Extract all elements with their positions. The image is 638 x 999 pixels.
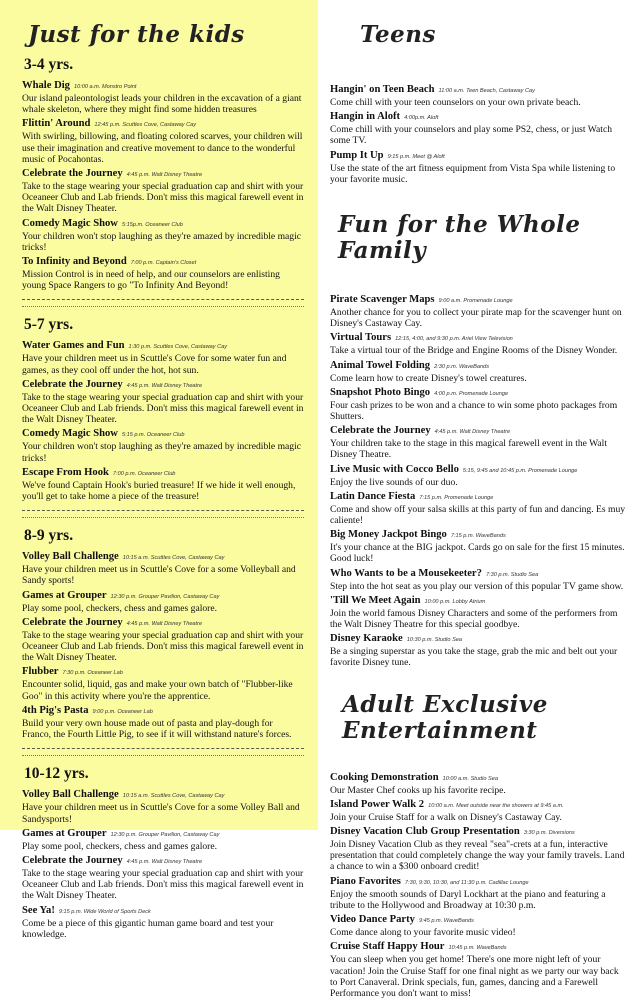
event-item: [330, 294, 628, 329]
event-time-location: 7:30, 9:30, 10:30, and 11:30 p.m. Cadillac Lounge: [404, 879, 529, 886]
event-time-location: 2:30 p.m. WaveBands: [434, 363, 490, 370]
event-title: Hangin' on Teen Beach: [330, 84, 435, 95]
event-title: To Infinity and Beyond: [22, 256, 127, 268]
event-time-location: 12:30 p.m. Grouper Pavilion, Castaway Cay: [110, 831, 220, 838]
event-title: Water Games and Fun: [22, 340, 125, 352]
event-title: Flittin' Around: [22, 118, 91, 130]
event-time-location: 7:30 p.m. Oceaneer Lab: [62, 670, 123, 677]
event-time-location: 7:15 p.m. Promenade Lounge: [419, 494, 494, 501]
adult-section-title: Adult Exclusive Entertainment: [342, 690, 548, 744]
event-item: [22, 340, 304, 375]
event-description: Come dance along to your favorite music video!: [330, 927, 516, 939]
event-description: It's your chance at the BIG jackpot. Cards go on sale for the first 15 minutes. Good luck!: [330, 542, 625, 565]
event-time-location: 10:00 a.m. Meet outside near the showers at 9:45 a.m.: [428, 802, 564, 809]
event-title: Celebrate the Journey: [22, 378, 123, 390]
divider: [22, 510, 304, 518]
event-description: Come and show off your salsa skills at this party of fun and dancing. Es muy caliente!: [330, 503, 626, 527]
event-title: See Ya!: [22, 904, 55, 916]
event-description: Enjoy the live sounds of our duo.: [330, 476, 458, 488]
event-title: Comedy Magic Show: [22, 217, 118, 229]
event-description: Build your very own house made out of pasta and play-dough for Franco, the Fourth Little Pig, to see if it will withstand nature's forces.: [22, 717, 292, 741]
event-time-location: 12:30 p.m. Grouper Pavilion, Castaway Cay: [110, 593, 220, 600]
event-time-location: 10:15 a.m. Scuttles Cove, Castaway Cay: [122, 793, 225, 800]
event-item: [22, 590, 304, 614]
event-description: Your children won't stop laughing as they're amazed by incredible magic tricks!: [22, 230, 302, 253]
teens-events: [330, 84, 628, 185]
adult-events: [330, 772, 628, 999]
event-description: Join Disney Vacation Club as they reveal "sea"-crets at a fun, interactive presentation that could completely change the way your family travels. Land a chance to win a $300 onboard credit!: [330, 839, 625, 873]
event-time-location: 5:15, 9:45 and 10:45 p.m. Promenade Lounge: [462, 467, 578, 474]
event-item: [22, 168, 304, 215]
event-item: [22, 218, 304, 253]
event-description: Play some pool, checkers, chess and games galore.: [22, 602, 218, 614]
event-title: Volley Ball Challenge: [22, 789, 119, 801]
event-item: [330, 84, 628, 108]
event-time-location: 10:30 p.m. Studio Sea: [406, 637, 463, 644]
event-description: Our Master Chef cooks up his favorite recipe.: [330, 784, 506, 796]
family-events: [330, 294, 628, 669]
event-item: [22, 666, 304, 701]
event-item: [330, 568, 628, 592]
event-time-location: 9:15 p.m. Meet @ Aloft: [387, 153, 445, 160]
event-description: Your children won't stop laughing as they're amazed by incredible magic tricks!: [22, 441, 302, 464]
event-title: Pump It Up: [330, 149, 384, 161]
event-item: [330, 464, 628, 488]
event-time-location: 12:15, 4:00, and 9:30 p.m. Ariel View Television: [395, 336, 513, 343]
event-item: [330, 799, 628, 823]
kids-groups: [22, 56, 304, 940]
event-title: Video Dance Party: [330, 914, 415, 926]
event-item: [330, 150, 628, 185]
event-time-location: 4:45 p.m. Walt Disney Theatre: [126, 382, 203, 389]
event-title: Volley Ball Challenge: [22, 551, 119, 563]
event-description: You can sleep when you get home! There's one more night left of your vacation! Join the Cruise Staff for one final night as we party our way back to Port Canaveral. Drink specials, fun, games, dancing and a Farewell Performance you don't want to miss!: [330, 954, 619, 999]
event-title: Comedy Magic Show: [22, 428, 118, 440]
event-title: Live Music with Cocco Bello: [330, 463, 459, 475]
event-description: Enjoy the smooth sounds of Daryl Lockhart at the piano and featuring a tribute to the Hollywood and Broadway at 10:30 p.m.: [330, 888, 606, 911]
event-title: Celebrate the Journey: [22, 168, 123, 180]
event-item: [22, 828, 304, 852]
event-title: 4th Pig's Pasta: [22, 704, 89, 716]
event-title: Hangin in Aloft: [330, 111, 401, 123]
event-description: Join the world famous Disney Characters and some of the performers from the Walt Disney Theatre for this special goodbye.: [330, 607, 618, 631]
adult-family-column: [318, 0, 638, 999]
event-item: [22, 551, 304, 586]
event-item: [22, 467, 304, 502]
event-item: [330, 876, 628, 911]
divider: [22, 299, 304, 307]
event-description: We've found Captain Hook's buried treasure! If we hide it well enough, you'll get to take home a piece of the treasure!: [22, 479, 296, 503]
event-title: Games at Grouper: [22, 589, 107, 601]
teens-section-title: Teens: [360, 21, 436, 48]
event-title: Whale Dig: [22, 80, 70, 91]
event-title: Island Power Walk 2: [330, 798, 425, 810]
event-item: [330, 387, 628, 422]
event-description: With swirling, billowing, and floating colored scarves, your children will use their imagination and creative movement to dance to the wonderful music of Pocahontas.: [22, 131, 303, 165]
event-time-location: 4:00p.m. Aloft: [404, 115, 439, 122]
event-description: Come be a piece of this gigantic human game board and test your knowledge.: [22, 917, 274, 940]
event-time-location: 3:30 p.m. Diversions: [523, 830, 575, 837]
event-title: Celebrate the Journey: [330, 425, 431, 437]
event-title: 'Till We Meet Again: [330, 594, 421, 606]
event-title: Games at Grouper: [22, 827, 107, 839]
event-time-location: 4:45 p.m. Walt Disney Theatre: [126, 620, 203, 627]
age-group-heading: 3-4 yrs.: [24, 56, 74, 73]
event-description: Have your children meet us in Scuttle's Cove for a some Volley Ball and Sandysports!: [22, 802, 300, 825]
event-description: Our island paleontologist leads your children in the excavation of a giant whale skeleton, where they might find some hidden treasures: [22, 93, 302, 116]
event-title: Virtual Tours: [330, 332, 392, 344]
event-title: Animal Towel Folding: [330, 359, 431, 371]
event-item: [330, 772, 628, 796]
event-description: Mission Control is in need of help, and our counselors are enlisting young Space Rangers to go "To Infinity And Beyond!: [22, 269, 280, 292]
event-item: [330, 633, 628, 668]
kids-section-title: Just for the kids: [28, 21, 245, 48]
divider: [22, 748, 304, 756]
event-item: [330, 425, 628, 460]
event-time-location: 4:45 p.m. Walt Disney Theatre: [434, 429, 511, 436]
event-item: [330, 111, 628, 146]
event-description: Four cash prizes to be won and a chance to win some photo packages from Shutters.: [330, 399, 618, 423]
event-time-location: 4:45 p.m. Walt Disney Theatre: [126, 858, 203, 865]
kids-column: [0, 0, 318, 940]
event-item: [22, 617, 304, 664]
event-title: Cooking Demonstration: [330, 771, 439, 783]
event-title: Big Money Jackpot Bingo: [330, 529, 447, 541]
event-item: [330, 529, 628, 564]
event-time-location: 9:00 a.m. Promenade Lounge: [438, 298, 513, 305]
event-title: Disney Karaoke: [330, 633, 403, 645]
event-description: Your children take to the stage in this magical farewell event in the Walt Disney Theatre.: [330, 438, 608, 461]
event-time-location: 4:00 p.m. Promenade Lounge: [434, 390, 509, 397]
event-time-location: 9:15 p.m. Wide World of Sports Deck: [58, 908, 151, 915]
event-time-location: 10:00 p.m. Lobby Atrium: [424, 598, 486, 605]
event-title: Snapshot Photo Bingo: [330, 386, 431, 398]
event-description: Come learn how to create Disney's towel creatures.: [330, 372, 527, 384]
event-title: Celebrate the Journey: [22, 854, 123, 866]
event-description: Have your children meet us in Scuttle's Cove for a some Volleyball and Sandy sports!: [22, 564, 296, 587]
event-item: [330, 491, 628, 526]
event-time-location: 9:00 p.m. Oceaneer Lab: [92, 708, 153, 715]
event-description: Use the state of the art fitness equipment from Vista Spa while listening to your favorite music.: [330, 162, 616, 185]
family-section-title: Fun for the Whole Family: [338, 211, 581, 265]
event-item: [330, 941, 628, 999]
event-title: Piano Favorites: [330, 875, 401, 887]
age-group-heading: 5-7 yrs.: [24, 316, 74, 334]
event-description: Take to the stage wearing your special graduation cap and shirt with your Oceaneer Club and Lab friends. Don't miss this magical farewell event in the Walt Disney Theater.: [22, 181, 304, 215]
event-item: [22, 705, 304, 740]
event-description: Come chill with your counselors and play some PS2, chess, or just Watch some TV.: [330, 124, 613, 147]
event-time-location: 5:15 p.m. Oceaneer Club: [121, 432, 185, 439]
event-description: Encounter solid, liquid, gas and make your own batch of "Flubber-like Goo" in this activity where you're the apprentice.: [22, 679, 293, 702]
event-item: [22, 789, 304, 824]
event-item: [22, 80, 304, 115]
event-time-location: 1:30 p.m. Scuttles Cove, Castaway Cay: [128, 344, 228, 351]
event-title: Who Wants to be a Mousekeeter?: [330, 567, 482, 579]
event-description: Take to the stage wearing your special graduation cap and shirt with your Oceaneer Club and Lab friends. Don't miss this magical farewell event in the Walt Disney Theater.: [22, 629, 304, 664]
event-description: Be a singing superstar as you take the stage, grab the mic and belt out your favorite Disney tune.: [330, 646, 618, 669]
event-description: Take a virtual tour of the Bridge and Engine Rooms of the Disney Wonder.: [330, 345, 618, 357]
event-description: Play some pool, checkers, chess and games galore.: [22, 840, 218, 852]
event-time-location: 11:00 a.m. Teen Beach, Castaway Cay: [438, 88, 535, 94]
event-item: [22, 428, 304, 463]
age-group-heading: 10-12 yrs.: [24, 765, 89, 783]
event-item: [22, 118, 304, 165]
event-item: [330, 914, 628, 938]
event-item: [22, 905, 304, 940]
event-time-location: 4:45 p.m. Walt Disney Theatre: [126, 172, 203, 179]
event-time-location: 12:45 p.m. Scuttles Cove, Castaway Cay: [94, 122, 197, 129]
event-title: Escape From Hook: [22, 466, 109, 478]
event-time-location: 7:00 p.m. Captain's Closet: [130, 260, 197, 267]
event-item: [22, 379, 304, 426]
event-item: [330, 595, 628, 630]
age-group-heading: 8-9 yrs.: [24, 527, 74, 545]
event-title: Pirate Scavenger Maps: [330, 294, 435, 306]
event-description: Take to the stage wearing your special graduation cap and shirt with your Oceaneer Club and Lab friends. Don't miss this magical farewell event in the Walt Disney Theater.: [22, 391, 304, 426]
event-description: Come chill with your teen counselors on your own private beach.: [330, 97, 581, 108]
event-title: Latin Dance Fiesta: [330, 490, 416, 502]
event-time-location: 10:15 a.m. Scuttles Cove, Castaway Cay: [122, 555, 225, 562]
event-title: Flubber: [22, 666, 59, 678]
event-title: Cruise Staff Happy Hour: [330, 941, 445, 953]
event-description: Have your children meet us in Scuttle's Cove for some water fun and games, as they cool off under the hot, hot sun.: [22, 353, 287, 376]
event-item: [22, 256, 304, 291]
event-description: Join your Cruise Staff for a walk on Disney's Castaway Cay.: [330, 811, 562, 823]
event-time-location: 5:15p.m. Oceaneer Club: [121, 221, 183, 228]
event-title: Disney Vacation Club Group Presentation: [330, 826, 520, 838]
event-item: [330, 826, 628, 873]
event-title: Celebrate the Journey: [22, 616, 123, 628]
event-time-location: 7:15 p.m. WaveBands: [450, 533, 506, 540]
event-time-location: 10:00 a.m. Studio Sea: [442, 775, 498, 782]
event-description: Step into the hot seat as you play our version of this popular TV game show.: [330, 580, 624, 592]
event-item: [22, 855, 304, 902]
event-item: [330, 332, 628, 356]
event-time-location: 10:00 a.m. Monstro Point: [73, 84, 137, 90]
event-time-location: 7:30 p.m. Studio Sea: [485, 571, 539, 578]
event-time-location: 10:45 p.m. WaveBands: [448, 945, 507, 952]
event-description: Another chance for you to collect your pirate map for the scavenger hunt on Disney's Castaway Cay.: [330, 307, 622, 330]
event-description: Take to the stage wearing your special graduation cap and shirt with your Oceaneer Club and Lab friends. Don't miss this magical farewell event in the Walt Disney Theater.: [22, 867, 304, 902]
event-time-location: 9:45 p.m. WaveBands: [418, 918, 474, 925]
event-item: [330, 360, 628, 384]
event-time-location: 7:00 p.m. Oceaneer Club: [112, 470, 176, 477]
